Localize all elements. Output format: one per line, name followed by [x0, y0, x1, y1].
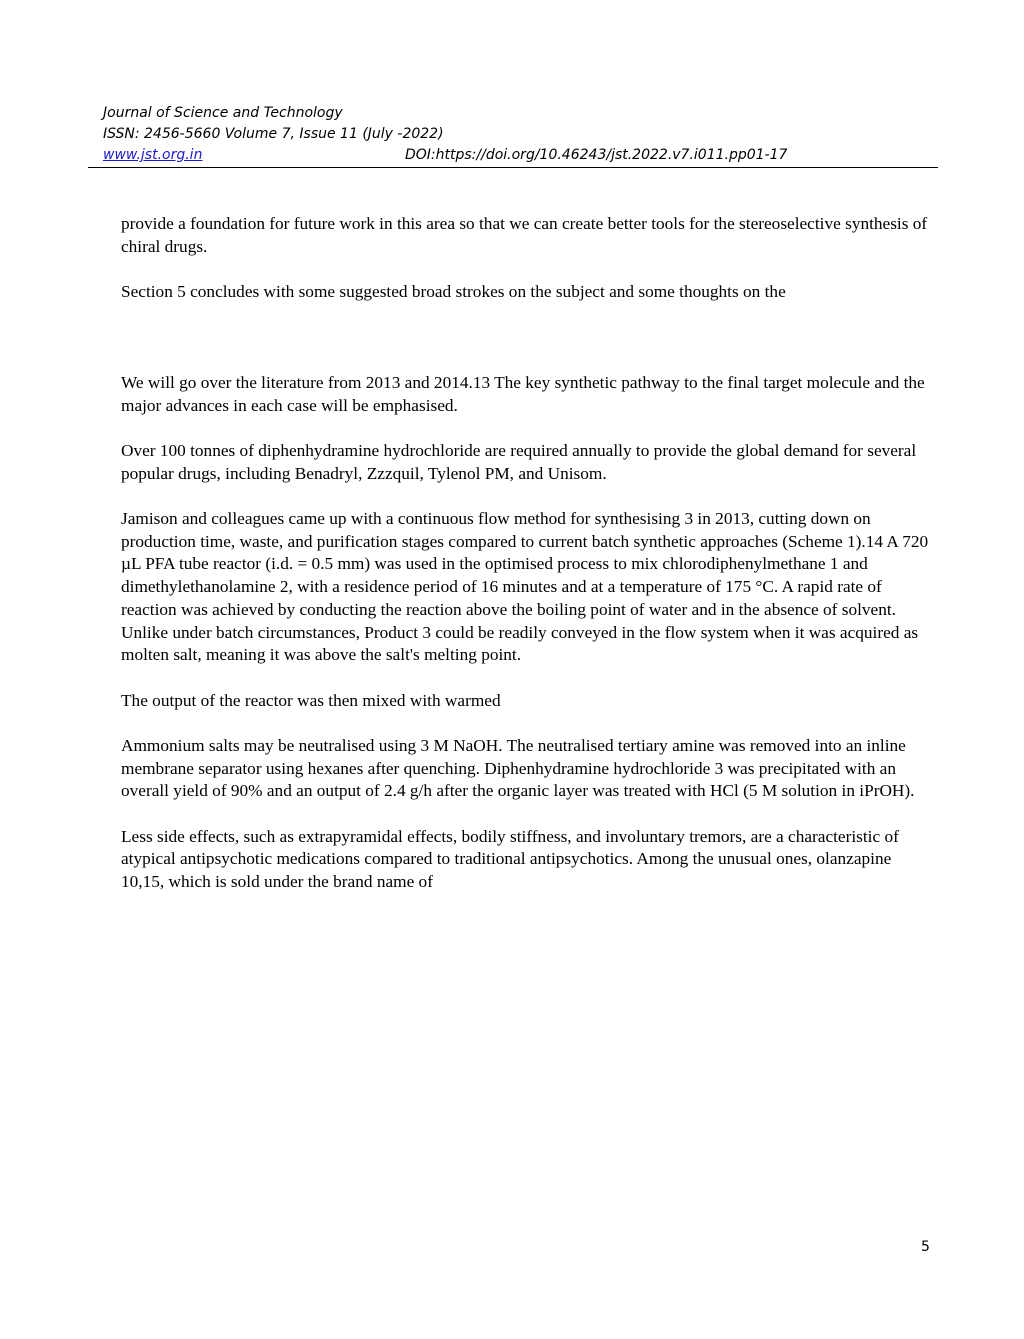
issn-volume-line: ISSN: 2456-5660 Volume 7, Issue 11 (July -2022) — [103, 126, 444, 142]
paragraph: provide a foundation for future work in this area so that we can create better tools for the stereoselective synthesis of chiral drugs. — [121, 214, 928, 256]
paragraph: Less side effects, such as extrapyramidal effects, bodily stiffness, and involuntary tremors, are a characteristic of atypical antipsychotic medications compared to traditional antipsychotics. Among the unusual ones, olanzapine 10,15, which is sold under the brand name of — [121, 826, 899, 892]
paragraph: We will go over the literature from 2013 and 2014.13 The key synthetic pathway to the final target molecule and the major advances in each case will be emphasised. — [121, 372, 925, 415]
page-number: 5 — [921, 1239, 930, 1255]
doi-text: DOI:https://doi.org/10.46243/jst.2022.v7.i011.pp01-17 — [405, 147, 788, 163]
header-divider — [88, 167, 938, 168]
paragraph: Ammonium salts may be neutralised using 3 M NaOH. The neutralised tertiary amine was removed into an inline membrane separator using hexanes after quenching. Diphenhydramine hydrochloride 3 was precipitated with an overall yield of 90% and an output of 2.4 g/h after the organic layer was treated with HCl (5 M solution in iPrOH). — [121, 735, 915, 801]
journal-title: Journal of Science and Technology — [103, 105, 343, 121]
article-body — [121, 213, 936, 917]
paragraph: Section 5 concludes with some suggested broad strokes on the subject and some thoughts on the — [121, 282, 786, 302]
paragraph: The output of the reactor was then mixed with warmed — [121, 690, 501, 710]
paragraph: Jamison and colleagues came up with a continuous flow method for synthesising 3 in 2013, cutting down on production time, waste, and purification stages compared to current batch synthetic approaches (Scheme 1).14 A 720 µL PFA tube reactor (i.d. = 0.5 mm) was used in the optimised process to mix chlorodiphenylmethane 1 and dimethylethanolamine 2, with a residence period of 16 minutes and at a temperature of 175 °C. A rapid rate of reaction was achieved by conducting the reaction above the boiling point of water and in the absence of solvent. Unlike under batch circumstances, Product 3 could be readily conveyed in the flow system when it was acquired as molten salt, meaning it was above the salt's melting point. — [121, 508, 929, 665]
journal-website-link[interactable]: www.jst.org.in — [103, 147, 203, 163]
paragraph: Over 100 tonnes of diphenhydramine hydrochloride are required annually to provide the global demand for several popular drugs, including Benadryl, Zzzquil, Tylenol PM, and Unisom. — [121, 440, 917, 483]
running-header — [103, 103, 863, 166]
